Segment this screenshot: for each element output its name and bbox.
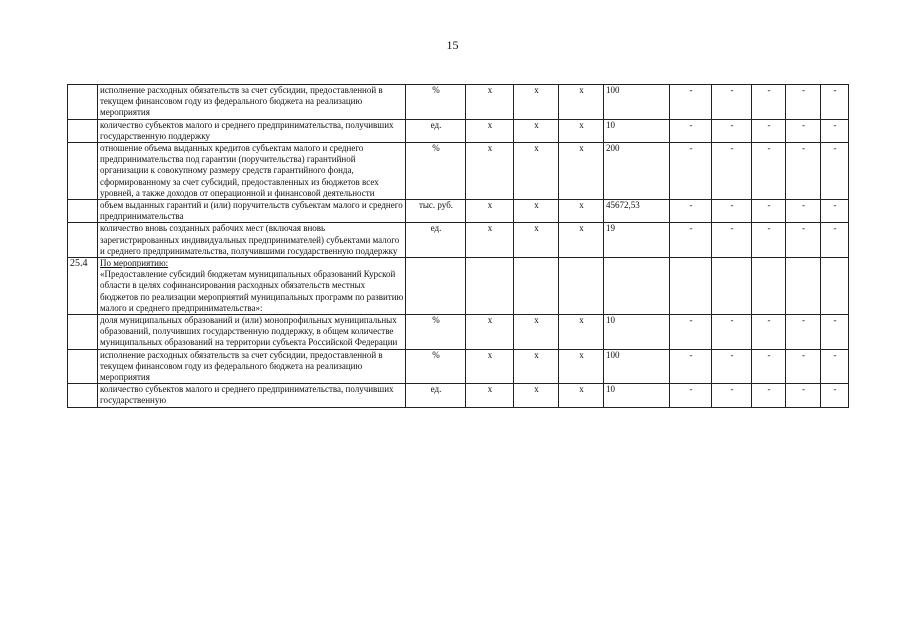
value-cell: х bbox=[514, 349, 559, 384]
table-row bbox=[68, 315, 849, 350]
value-cell: - bbox=[821, 119, 849, 142]
value-cell: х bbox=[466, 315, 514, 350]
value-cell: - bbox=[786, 315, 821, 350]
row-number bbox=[68, 315, 98, 350]
value-cell: х bbox=[559, 349, 604, 384]
row-number bbox=[68, 200, 98, 223]
unit-of-measure: ед. bbox=[406, 223, 466, 258]
value-cell: - bbox=[752, 223, 786, 258]
page-number: 15 bbox=[446, 38, 459, 52]
section-title bbox=[98, 258, 406, 315]
value-cell: - bbox=[712, 200, 752, 223]
value-cell: - bbox=[670, 85, 712, 120]
row-number bbox=[68, 119, 98, 142]
table-row bbox=[68, 143, 849, 200]
unit-of-measure: ед. bbox=[406, 119, 466, 142]
value-cell: - bbox=[670, 384, 712, 407]
target-value: 200 bbox=[604, 143, 670, 200]
table-row bbox=[68, 223, 849, 258]
value-cell: - bbox=[752, 85, 786, 120]
table-row bbox=[68, 85, 849, 120]
value-cell: х bbox=[466, 349, 514, 384]
unit-of-measure: ед. bbox=[406, 384, 466, 407]
row-number bbox=[68, 349, 98, 384]
value-cell: х bbox=[466, 119, 514, 142]
value-cell: х bbox=[466, 200, 514, 223]
value-cell: - bbox=[752, 143, 786, 200]
value-cell: - bbox=[821, 143, 849, 200]
value-cell: - bbox=[821, 223, 849, 258]
value-cell: х bbox=[514, 223, 559, 258]
value-cell: - bbox=[712, 119, 752, 142]
value-cell: х bbox=[466, 143, 514, 200]
row-number bbox=[68, 143, 98, 200]
indicator-name: исполнение расходных обязательств за счет субсидии, предоставленной в текущем финансовом году из федерального бюджета на реализацию мероприятия bbox=[98, 85, 406, 120]
value-cell: - bbox=[786, 143, 821, 200]
value-cell: х bbox=[514, 315, 559, 350]
indicator-name: объем выданных гарантий и (или) поручительств субъектам малого и среднего предпринимательства bbox=[98, 200, 406, 223]
indicator-name: количество субъектов малого и среднего предпринимательства, получивших государственную поддержку bbox=[98, 119, 406, 142]
value-cell: - bbox=[670, 143, 712, 200]
target-value: 10 bbox=[604, 384, 670, 407]
unit-of-measure: % bbox=[406, 143, 466, 200]
target-value: 100 bbox=[604, 85, 670, 120]
value-cell: х bbox=[466, 384, 514, 407]
table-row bbox=[68, 384, 849, 407]
indicator-name: исполнение расходных обязательств за счет субсидии, предоставленной в текущем финансовом году из федерального бюджета на реализацию мероприятия bbox=[98, 349, 406, 384]
value-cell: - bbox=[821, 349, 849, 384]
section-label: По мероприятию: bbox=[100, 258, 169, 269]
value-cell: х bbox=[514, 119, 559, 142]
unit-of-measure: % bbox=[406, 349, 466, 384]
target-value: 100 bbox=[604, 349, 670, 384]
row-number bbox=[68, 223, 98, 258]
table-row bbox=[68, 200, 849, 223]
section-row bbox=[68, 258, 849, 315]
value-cell: - bbox=[786, 119, 821, 142]
indicators-table bbox=[67, 84, 849, 408]
value-cell: - bbox=[786, 384, 821, 407]
value-cell: х bbox=[514, 143, 559, 200]
value-cell: х bbox=[559, 200, 604, 223]
value-cell: х bbox=[514, 85, 559, 120]
indicator-name: отношение объема выданных кредитов субъектам малого и среднего предпринимательства под гарантии (поручительства) гарантийной организации к совокупному размеру средств гарантийного фонда, сформированному за счет субсидий, предоставленных из бюджетов всех уровней, а также доходов от операционной и финансовой деятельности bbox=[98, 143, 406, 200]
unit-of-measure: тыс. руб. bbox=[406, 200, 466, 223]
value-cell: - bbox=[712, 85, 752, 120]
value-cell: - bbox=[670, 119, 712, 142]
value-cell: - bbox=[821, 384, 849, 407]
unit-of-measure: % bbox=[406, 315, 466, 350]
value-cell: - bbox=[670, 349, 712, 384]
value-cell: - bbox=[786, 200, 821, 223]
row-number bbox=[68, 384, 98, 407]
table-row bbox=[68, 119, 849, 142]
section-number: 25.4 bbox=[68, 258, 98, 315]
value-cell: - bbox=[786, 85, 821, 120]
indicator-name: количество субъектов малого и среднего предпринимательства, получивших государственную bbox=[98, 384, 406, 407]
value-cell: х bbox=[514, 384, 559, 407]
value-cell: х bbox=[559, 119, 604, 142]
row-number bbox=[68, 85, 98, 120]
value-cell: - bbox=[821, 315, 849, 350]
indicator-name: доля муниципальных образований и (или) монопрофильных муниципальных образований, получивших государственную поддержку, в общем количестве муниципальных образований на территории субъекта Российской Федерации bbox=[98, 315, 406, 350]
value-cell: - bbox=[752, 315, 786, 350]
value-cell: х bbox=[559, 384, 604, 407]
value-cell: х bbox=[559, 223, 604, 258]
value-cell: - bbox=[712, 223, 752, 258]
value-cell: - bbox=[670, 200, 712, 223]
target-value: 10 bbox=[604, 315, 670, 350]
value-cell: х bbox=[466, 223, 514, 258]
value-cell: - bbox=[712, 315, 752, 350]
value-cell: - bbox=[712, 143, 752, 200]
value-cell: х bbox=[559, 143, 604, 200]
value-cell: х bbox=[559, 85, 604, 120]
value-cell: - bbox=[670, 315, 712, 350]
value-cell: - bbox=[712, 384, 752, 407]
value-cell: - bbox=[712, 349, 752, 384]
target-value: 45672,53 bbox=[604, 200, 670, 223]
value-cell: - bbox=[786, 223, 821, 258]
value-cell: - bbox=[752, 200, 786, 223]
target-value: 10 bbox=[604, 119, 670, 142]
value-cell: - bbox=[752, 384, 786, 407]
value-cell: - bbox=[670, 223, 712, 258]
value-cell: - bbox=[786, 349, 821, 384]
section-text: «Предоставление субсидий бюджетам муниципальных образований Курской области в целях софинансирования расходных обязательств местных бюджетов по реализации мероприятий муниципальных программ по развитию малого и среднего предпринимательства»: bbox=[100, 269, 404, 313]
value-cell: - bbox=[821, 85, 849, 120]
table-row bbox=[68, 349, 849, 384]
value-cell: - bbox=[752, 119, 786, 142]
target-value: 19 bbox=[604, 223, 670, 258]
value-cell: - bbox=[752, 349, 786, 384]
value-cell: х bbox=[514, 200, 559, 223]
value-cell: - bbox=[821, 200, 849, 223]
unit-of-measure: % bbox=[406, 85, 466, 120]
indicator-name: количество вновь созданных рабочих мест (включая вновь зарегистрированных индивидуальных предпринимателей) субъектами малого и среднего предпринимательства, получившими государственную поддержку bbox=[98, 223, 406, 258]
value-cell: х bbox=[466, 85, 514, 120]
value-cell: х bbox=[559, 315, 604, 350]
